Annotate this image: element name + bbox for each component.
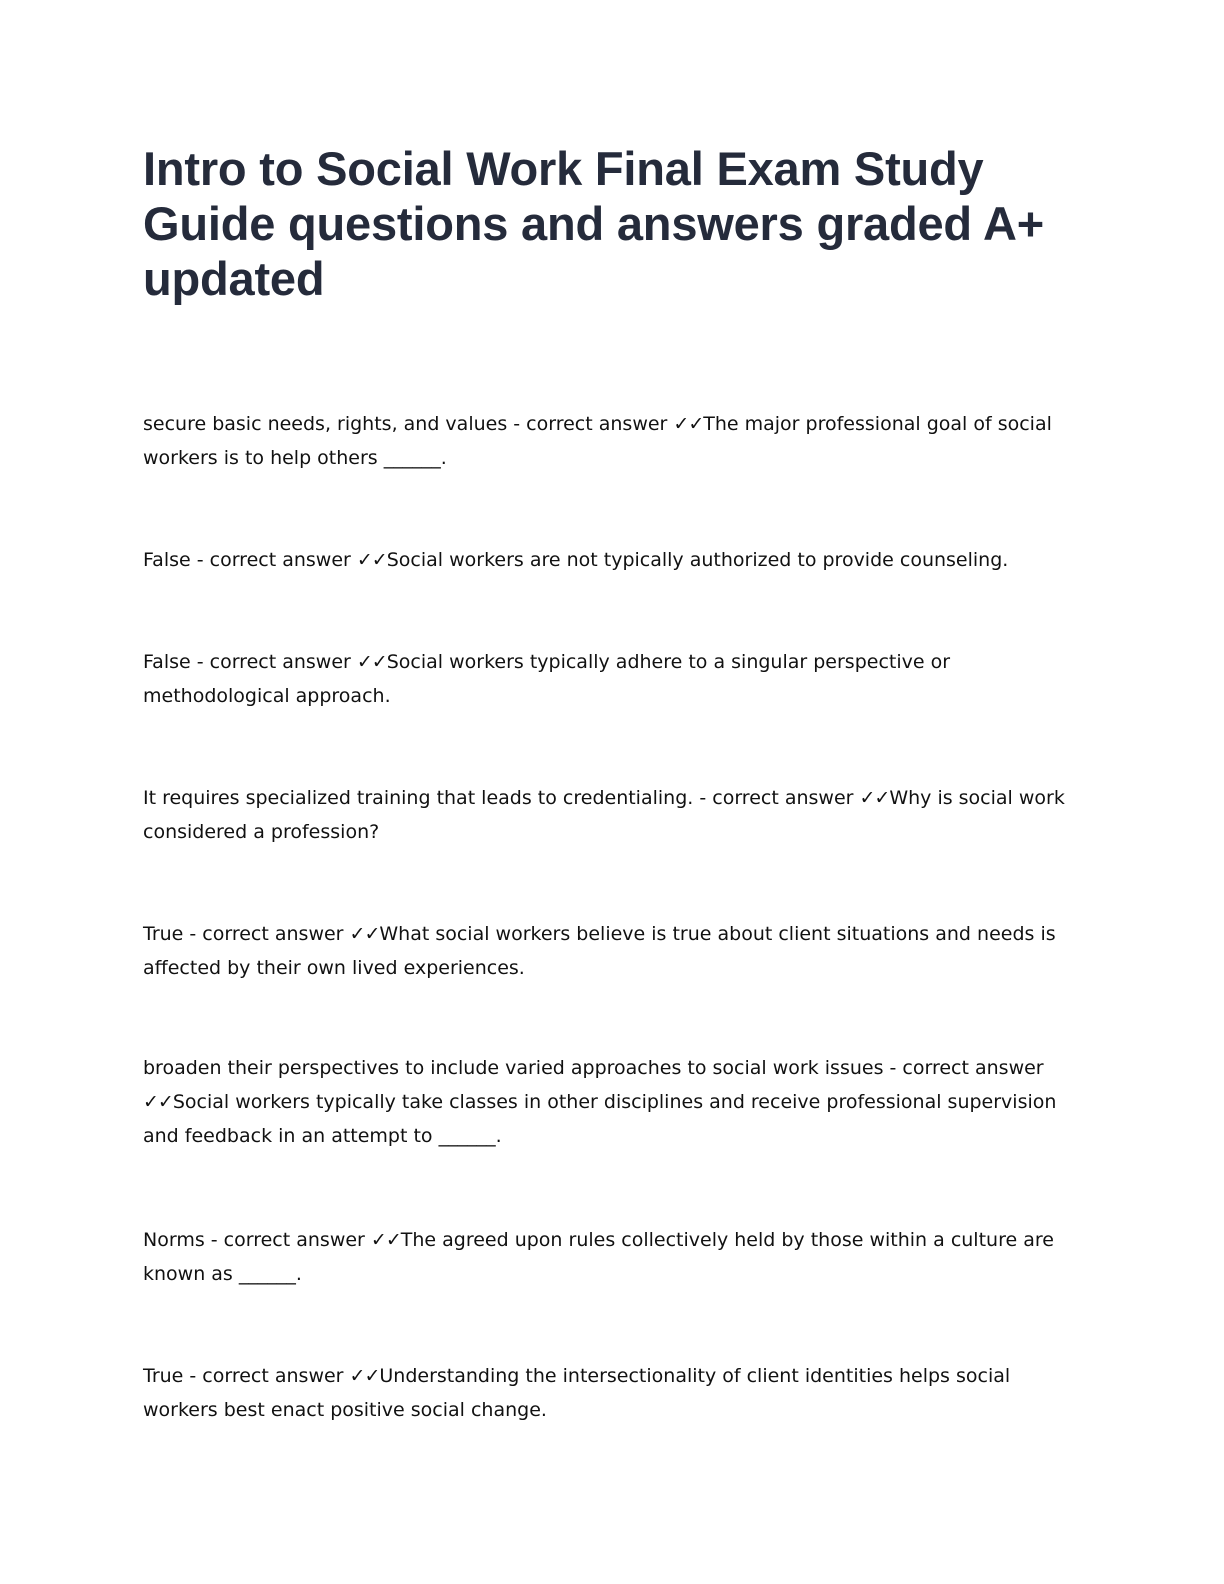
question-text: What social workers believe is true about client situations and needs is affected by their own lived experiences. [143,923,1056,979]
answer-text: It requires specialized training that leads to credentialing. [143,787,694,809]
double-check-icon: ✓✓ [356,651,387,673]
double-check-icon: ✓✓ [673,413,704,435]
qa-entry-6 [143,1051,1083,1153]
separator-text: - correct answer [507,413,674,435]
question-text: Social workers are not typically authorized to provide counseling. [386,549,1009,571]
answer-text: Norms [143,1229,205,1251]
double-check-icon: ✓✓ [356,549,387,571]
answer-text: secure basic needs, rights, and values [143,413,508,435]
answer-text: True [143,1365,184,1387]
qa-entry-8 [143,1359,1083,1427]
qa-entry-5 [143,917,1083,985]
separator-text: - correct answer [693,787,860,809]
separator-text: - correct answer [190,549,357,571]
double-check-icon: ✓✓ [143,1091,173,1113]
question-text: The major professional goal of social workers is to help others ______. [143,413,1052,469]
separator-text: - correct answer [883,1057,1044,1079]
separator-text: - correct answer [183,1365,350,1387]
document-title: Intro to Social Work Final Exam Study Guide questions and answers graded A+ updated [143,142,1045,305]
qa-entry-1 [143,407,1083,475]
question-text: Social workers typically adhere to a singular perspective or methodological approach. [143,651,951,707]
question-text: Understanding the intersectionality of client identities helps social workers best enact positive social change. [143,1365,1011,1421]
double-check-icon: ✓✓ [370,1229,401,1251]
double-check-icon: ✓✓ [859,787,890,809]
question-text: Social workers typically take classes in other disciplines and receive professional supervision and feedback in an attempt to ______. [143,1091,1057,1147]
answer-text: False [143,549,191,571]
separator-text: - correct answer [190,651,357,673]
separator-text: - correct answer [204,1229,371,1251]
separator-text: - correct answer [183,923,350,945]
question-text: The agreed upon rules collectively held by those within a culture are known as ______. [143,1229,1054,1285]
qa-entry-3 [143,645,1083,713]
double-check-icon: ✓✓ [349,1365,380,1387]
answer-text: True [143,923,184,945]
qa-entry-7 [143,1223,1083,1291]
qa-entry-4 [143,781,1083,849]
double-check-icon: ✓✓ [349,923,380,945]
answer-text: broaden their perspectives to include varied approaches to social work issues [143,1057,884,1079]
question-text: Why is social work considered a profession? [143,787,1065,843]
answer-text: False [143,651,191,673]
qa-entry-2 [143,543,1083,577]
